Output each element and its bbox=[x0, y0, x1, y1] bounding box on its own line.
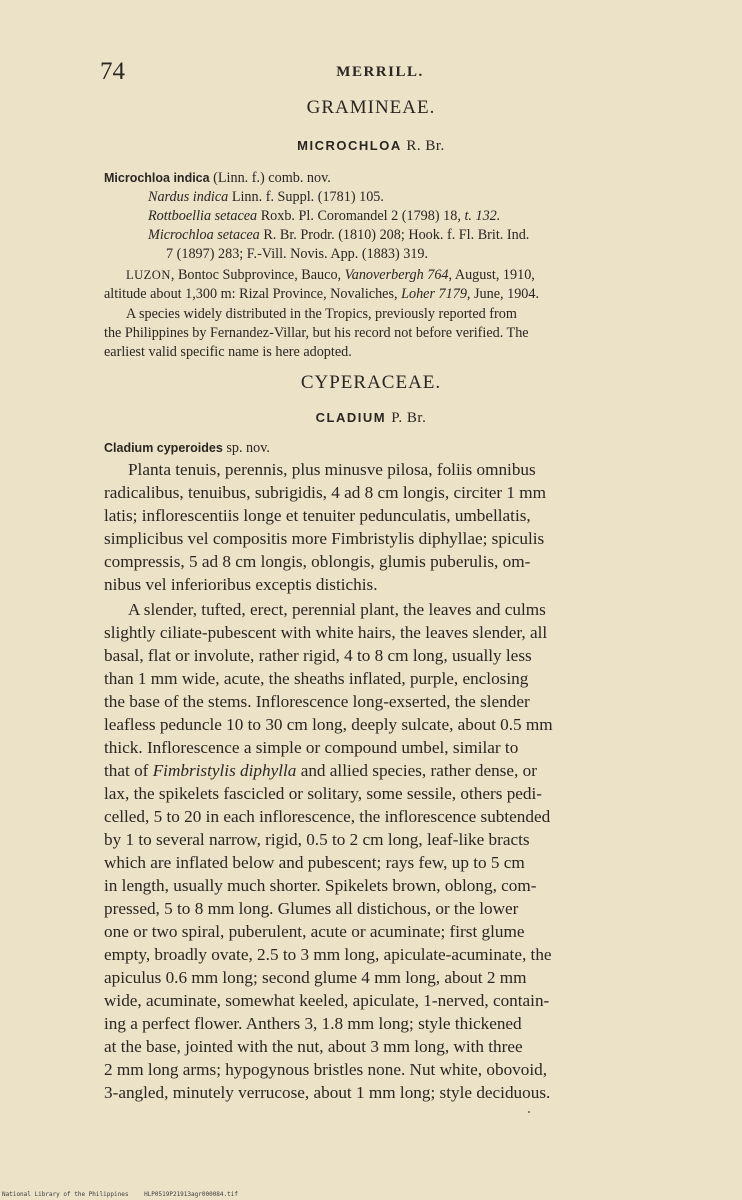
species-name: Microchloa indica bbox=[104, 171, 210, 185]
running-head: MERRILL. bbox=[336, 64, 424, 80]
english-description-line bbox=[104, 761, 537, 781]
genus-name: MICROCHLOA bbox=[297, 138, 402, 153]
species-authority: (Linn. f.) comb. nov. bbox=[213, 170, 331, 186]
english-description-line: empty, broadly ovate, 2.5 to 3 mm long, apiculate-acuminate, the bbox=[104, 945, 552, 964]
english-description-line: leafless peduncle 10 to 30 cm long, deeply sulcate, about 0.5 mm bbox=[104, 715, 553, 734]
family-heading-cyperaceae: CYPERACEAE. bbox=[300, 372, 442, 393]
synonym-name: Nardus indica bbox=[148, 189, 229, 205]
english-description-line: in length, usually much shorter. Spikelets brown, oblong, com- bbox=[104, 876, 537, 895]
latin-description-line: Planta tenuis, perennis, plus minusve pilosa, foliis omnibus bbox=[128, 460, 536, 479]
synonym-citation: Linn. f. Suppl. (1781) 105. bbox=[231, 189, 384, 205]
synonym-plate: t. 132. bbox=[464, 208, 501, 224]
page-number: 74 bbox=[100, 58, 125, 85]
locality-region: LUZON bbox=[126, 268, 171, 282]
english-description-line: slightly ciliate-pubescent with white hairs, the leaves slender, all bbox=[104, 623, 548, 642]
locality-date: , June, 1904. bbox=[466, 286, 540, 302]
synonym-line bbox=[148, 189, 384, 206]
locality-text: , Bontoc Subprovince, Bauco, bbox=[170, 267, 342, 283]
latin-description-line: simplicibus vel compositis more Fimbristylis diphyllae; spiculis bbox=[104, 529, 545, 548]
english-description-line: 2 mm long arms; hypogynous bristles none. Nut white, obovoid, bbox=[104, 1060, 548, 1079]
english-description-line: the base of the stems. Inflorescence long-exserted, the slender bbox=[104, 692, 530, 711]
collector-number: Vanoverbergh 764 bbox=[344, 267, 449, 283]
english-description-line: thick. Inflorescence a simple or compound umbel, similar to bbox=[104, 738, 519, 757]
note-line: A species widely distributed in the Tropics, previously reported from bbox=[126, 306, 517, 322]
latin-description-line: radicalibus, tenuibus, subrigidis, 4 ad 8 cm longis, circiter 1 mm bbox=[104, 483, 547, 502]
species-line-cladium bbox=[104, 440, 270, 457]
english-description-line: 3-angled, minutely verrucose, about 1 mm long; style deciduous. bbox=[104, 1083, 551, 1102]
italic-taxon: Fimbristylis diphylla bbox=[152, 761, 297, 780]
synonym-name: Rottboellia setacea bbox=[148, 208, 258, 224]
page-header bbox=[100, 58, 660, 92]
genus-heading-cladium bbox=[0, 410, 742, 427]
english-description-line: lax, the spikelets fascicled or solitary, some sessile, others pedi- bbox=[104, 784, 543, 803]
english-description-line: by 1 to several narrow, rigid, 0.5 to 2 cm long, leaf-like bracts bbox=[104, 830, 530, 849]
genus-heading-microchloa bbox=[0, 138, 742, 155]
note-line: earliest valid specific name is here adopted. bbox=[104, 344, 352, 360]
synonym-name: Microchloa setacea bbox=[148, 227, 260, 243]
english-description-line: which are inflated below and pubescent; rays few, up to 5 cm bbox=[104, 853, 525, 872]
locality-line bbox=[104, 286, 539, 303]
english-description-line: basal, flat or involute, rather rigid, 4 to 8 cm long, usually less bbox=[104, 646, 532, 665]
collector-number: Loher 7179 bbox=[401, 286, 467, 302]
locality-line bbox=[126, 267, 535, 284]
genus-author: R. Br. bbox=[406, 138, 445, 154]
species-name: Cladium cyperoides bbox=[104, 441, 223, 455]
synonym-citation: R. Br. Prodr. (1810) 208; Hook. f. Fl. Brit. Ind. bbox=[263, 227, 530, 243]
english-description-line: pressed, 5 to 8 mm long. Glumes all distichous, or the lower bbox=[104, 899, 519, 918]
paper-speck bbox=[528, 1111, 530, 1113]
species-line-microchloa bbox=[104, 170, 331, 187]
scan-filename: HLP0519P21913agr000084.tif bbox=[144, 1191, 238, 1198]
library-credit: National Library of the Philippines bbox=[2, 1191, 129, 1198]
genus-author: P. Br. bbox=[391, 410, 427, 426]
species-status: sp. nov. bbox=[226, 440, 270, 456]
note-line: the Philippines by Fernandez-Villar, but his record not before verified. The bbox=[104, 325, 529, 341]
latin-description-line: nibus vel inferioribus exceptis distichis. bbox=[104, 575, 378, 594]
english-description-line: A slender, tufted, erect, perennial plant, the leaves and culms bbox=[128, 600, 546, 619]
synonym-citation: Roxb. Pl. Coromandel 2 (1798) 18, bbox=[260, 208, 461, 224]
synonym-line bbox=[148, 227, 529, 244]
genus-name: CLADIUM bbox=[315, 410, 387, 425]
english-description-line: ing a perfect flower. Anthers 3, 1.8 mm long; style thickened bbox=[104, 1014, 522, 1033]
family-heading-gramineae: GRAMINEAE. bbox=[306, 97, 436, 118]
locality-date: , August, 1910, bbox=[448, 267, 535, 283]
scan-footer bbox=[2, 1191, 250, 1198]
locality-text: altitude about 1,300 m: Rizal Province, Novaliches, bbox=[104, 286, 398, 302]
synonym-line bbox=[148, 208, 500, 225]
synonym-continuation: 7 (1897) 283; F.-Vill. Novis. App. (1883) 319. bbox=[166, 246, 429, 262]
english-description-line: wide, acuminate, somewhat keeled, apiculate, 1-nerved, contain- bbox=[104, 991, 550, 1010]
english-description-line: at the base, jointed with the nut, about 3 mm long, with three bbox=[104, 1037, 523, 1056]
latin-description-line: compressis, 5 ad 8 cm longis, oblongis, glumis puberulis, om- bbox=[104, 552, 531, 571]
english-description-line: celled, 5 to 20 in each inflorescence, the inflorescence subtended bbox=[104, 807, 551, 826]
text-run: and allied species, rather dense, or bbox=[300, 761, 537, 780]
text-run: that of bbox=[104, 761, 149, 780]
english-description-line: one or two spiral, puberulent, acute or acuminate; first glume bbox=[104, 922, 525, 941]
english-description-line: apiculus 0.6 mm long; second glume 4 mm long, about 2 mm bbox=[104, 968, 527, 987]
latin-description-line: latis; inflorescentiis longe et tenuiter pedunculatis, umbellatis, bbox=[104, 506, 531, 525]
english-description-line: than 1 mm wide, acute, the sheaths inflated, purple, enclosing bbox=[104, 669, 529, 688]
